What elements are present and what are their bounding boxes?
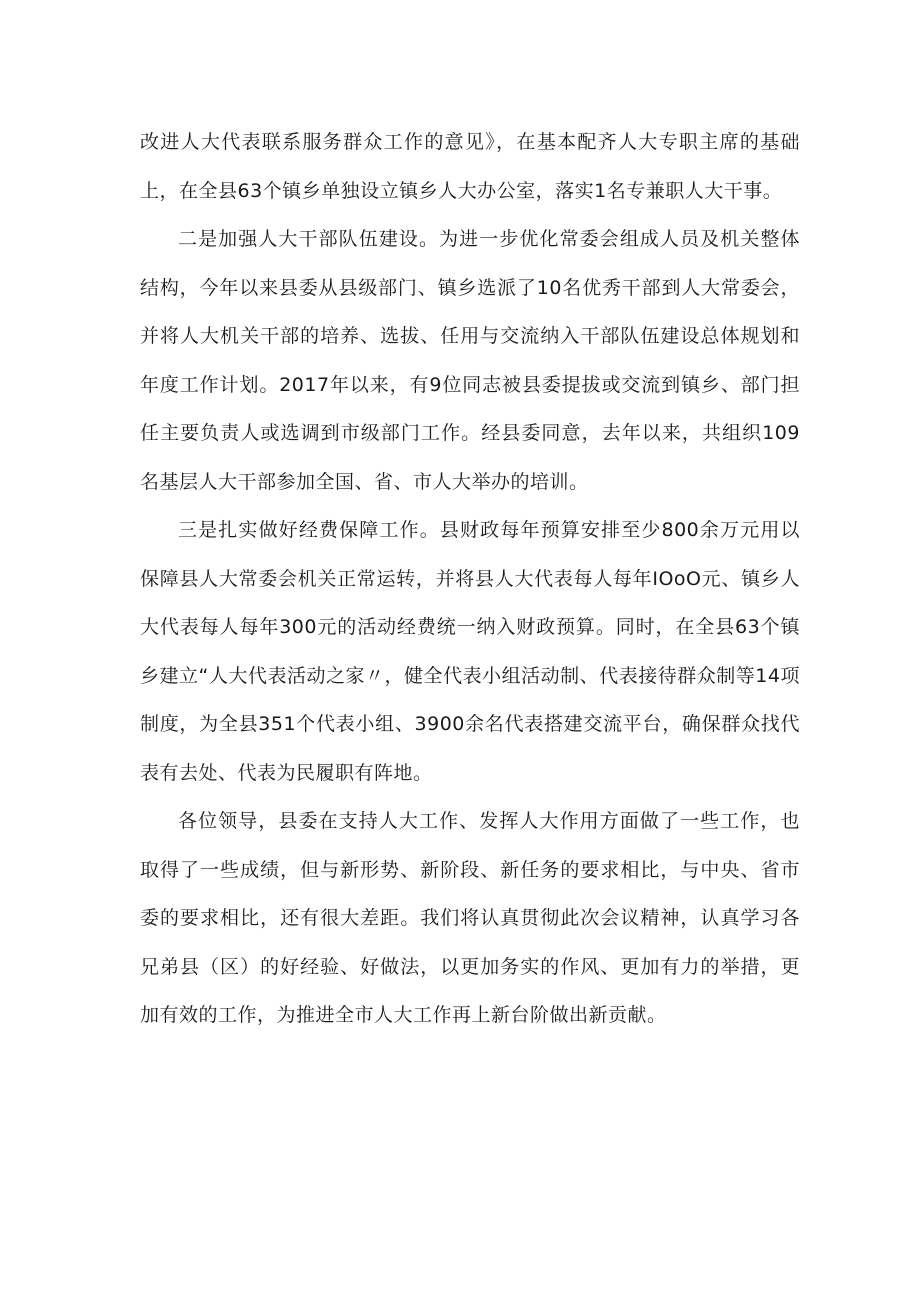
paragraph-closing: 各位领导，县委在支持人大工作、发挥人大作用方面做了一些工作，也取得了一些成绩，但与新形势、新阶段、新任务的要求相比，与中央、省市委的要求相比，还有很大差距。我们将认真贯彻此次会议精神，认真学习各兄弟县（区）的好经验、好做法，以更加务实的作风、更加有力的举措，更加有效的工作，为推进全市人大工作再上新台阶做出新贡献。 — [140, 810, 800, 1026]
paragraph-cadre-team: 二是加强人大干部队伍建设。为进一步优化常委会组成人员及机关整体结构，今年以来县委从县级部门、镇乡选派了10名优秀干部到人大常委会，并将人大机关干部的培养、选拔、任用与交流纳入干部队伍建设总体规划和年度工作计划。2017年以来，有9位同志被县委提拔或交流到镇乡、部门担任主要负责人或选调到市级部门工作。经县委同意，去年以来，共组织109名基层人大干部参加全国、省、市人大举办的培训。 — [140, 228, 800, 493]
paragraph-continued: 改进人大代表联系服务群众工作的意见》，在基本配齐人大专职主席的基础上，在全县63个镇乡单独设立镇乡人大办公室，落实1名专兼职人大干事。 — [140, 131, 800, 202]
document-body — [140, 118, 800, 1040]
paragraph-funding: 三是扎实做好经费保障工作。县财政每年预算安排至少800余万元用以保障县人大常委会机关正常运转，并将县人大代表每人每年IOoO元、镇乡人大代表每人每年300元的活动经费统一纳入财政预算。同时，在全县63个镇乡建立“人大代表活动之家〃，健全代表小组活动制、代表接待群众制等14项制度，为全县351个代表小组、3900余名代表搭建交流平台，确保群众找代表有去处、代表为民履职有阵地。 — [140, 519, 800, 784]
